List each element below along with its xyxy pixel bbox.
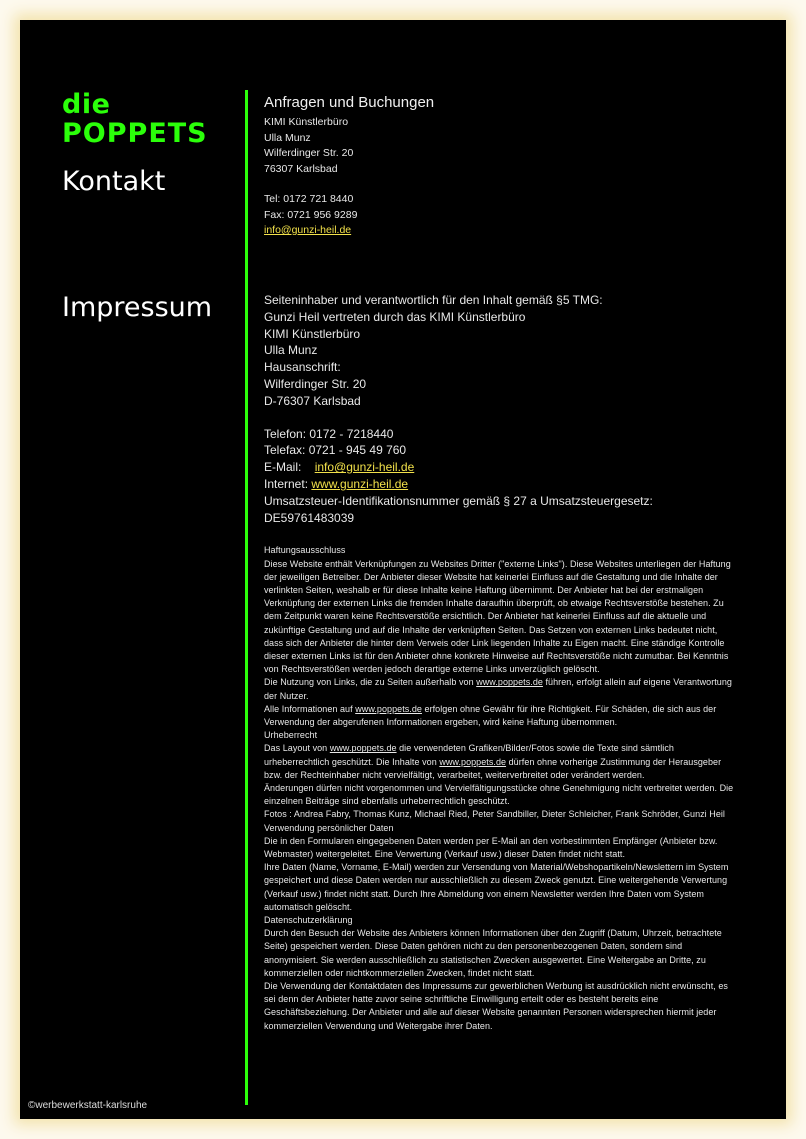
kontakt-line: Wilferdinger Str. 20 [264,147,354,159]
urheber-paragraph [264,742,734,782]
kontakt-fax: Fax: 0721 956 9289 [264,208,358,221]
kontakt-heading: Anfragen und Buchungen [264,94,435,111]
aenderungen-text: Änderungen dürfen nicht vorgenommen und Vervielfältigungsstücke ohne Genehmigung nicht verbreitet werden. Die einzelnen Beiträge sind ebenfalls urheberrechtlich geschützt. [264,783,734,807]
spacer [264,177,434,192]
kontakt-line: KIMI Künstlerbüro [264,116,349,128]
disclaimer-block [264,544,734,1033]
page-frame [20,20,786,1119]
haftung-text: Diese Website enthält Verknüpfungen zu Websites Dritter ("externe Links"). Diese Websites unterliegen der Haftung der jeweiligen Betreiber. Der Anbieter dieser Website hat keinerlei Einfluss auf die Gestaltung und die Inhalte der verlinkten Seiten, weshalb er für diese Inhalte keine Haftung übernimmt. Der Anbieter hat bei der erstmaligen Verknüpfung der externen Links die fremden Inhalte daraufhin überprüft, ob etwaige Rechtsverstöße bestehen. Zu dem Zeitpunkt waren keine Rechtsverstöße ersichtlich. Der Anbieter hat keinerlei Einfluss auf die aktuelle und zukünftige Gestaltung und auf die Inhalte der verknüpften Seiten. Das Setzen von externen Links bedeutet nicht, dass sich der Anbieter die hinter dem Verweis oder Link liegenden Inhalte zu Eigen macht. Eine ständige Kontrolle dieser externen Links ist für den Anbieter ohne konkrete Hinweise auf Rechtsverstöße nicht zumutbar. Bei Kenntnis von Rechtsverstößen werden jedoch derartige externe Links unverzüglich gelöscht. [264,558,731,675]
poppets-link[interactable]: www.poppets.de [476,677,543,688]
impressum-telefon: Telefon: 0172 - 7218440 [264,426,394,441]
impressum-telefax: Telefax: 0721 - 945 49 760 [264,443,407,458]
links-pre: Die Nutzung von Links, die zu Seiten außerhalb von [264,677,474,688]
footer-credit: ©werbewerkstatt-karlsruhe [28,1100,148,1111]
poppets-link[interactable]: www.poppets.de [439,756,507,767]
poppets-link[interactable]: www.poppets.de [355,703,422,714]
poppets-logo[interactable] [62,90,208,148]
impressum-line: D-76307 Karlsbad [264,393,361,408]
info-paragraph [264,703,734,729]
links-post: führen, erfolgt allein auf eigene Verantwortung der Nutzer. [264,677,732,701]
impressum-title: Impressum [62,292,213,323]
email-label: E-Mail: [264,460,302,475]
impressum-block [264,292,734,1033]
urheber-post: dürfen ohne vorherige Zustimmung der Herausgeber bzw. der Rechteinhaber nicht vervielfältigt, verarbeitet, weiterverbreitet oder verändert werden. [264,756,722,780]
impressum-internet-row [264,476,734,493]
logo-line-die: die [62,89,111,120]
impressum-line: Seiteninhaber und verantwortlich für den Inhalt gemäß §5 TMG: [264,293,603,307]
datenschutz-title: Datenschutzerklärung [264,915,353,926]
green-divider [245,90,248,1105]
urheber-title: Urheberrecht [264,730,318,741]
impressum-line: Ulla Munz [264,343,318,358]
kontakt-address [264,115,434,239]
poppets-link[interactable]: www.poppets.de [329,743,397,754]
impressum-line: Wilferdinger Str. 20 [264,376,367,391]
kontakt-line: Ulla Munz [264,131,311,144]
impressum-address [264,292,734,526]
kontakt-email-link[interactable]: info@gunzi-heil.de [264,224,352,236]
fotos-credits: Fotos : Andrea Fabry, Thomas Kunz, Michael Ried, Peter Sandbiller, Dieter Schleicher, Frank Schröder, Gunzi Heil [264,809,725,820]
kontakt-line: 76307 Karlsbad [264,162,338,175]
impressum-line: KIMI Künstlerbüro [264,326,361,341]
haftung-title: Haftungsausschluss [264,545,346,556]
impressum-line: Hausanschrift: [264,360,341,375]
info-pre: Alle Informationen auf [264,703,353,714]
links-paragraph [264,676,734,702]
impressum-line: Gunzi Heil vertreten durch das KIMI Künstlerbüro [264,309,526,324]
ust-value: DE59761483039 [264,510,355,525]
kontakt-title: Kontakt [62,166,166,197]
kontakt-tel: Tel: 0172 721 8440 [264,193,354,205]
daten-title: Verwendung persönlicher Daten [264,822,394,833]
logo-line-poppets: POPPETS [62,118,208,149]
internet-label: Internet: [264,476,309,491]
ust-label: Umsatzsteuer-Identifikationsnummer gemäß § 27 a Umsatzsteuergesetz: [264,493,653,508]
kontakt-block [264,94,434,239]
urheber-mid: die verwendeten Grafiken/Bilder/Fotos sowie die Texte sind sämtlich urheberrechtlich geschützt. Die Inhalte von [264,743,674,767]
impressum-internet-link[interactable]: www.gunzi-heil.de [311,476,409,491]
datenschutz-text-2: Die Verwendung der Kontaktdaten des Impressums zur gewerblichen Werbung ist ausdrücklich nicht erwünscht, es sei denn der Anbieter hatte zuvor seine schriftliche Einwilligung erteilt oder es besteht bereits eine Geschäftsbeziehung. Der Anbieter und alle auf dieser Website genannten Personen widersprechen hiermit jeder kommerziellen Verwendung und Weitergabe ihrer Daten. [264,981,728,1031]
daten-text-1: Die in den Formularen eingegebenen Daten werden per E-Mail an den vorbestimmten Empfänger (Anbieter bzw. Webmaster) weitergeleitet. Eine Verwertung (Verkauf usw.) dieser Daten findet nicht statt. [264,835,718,860]
spacer [264,410,734,426]
urheber-pre: Das Layout von [264,743,328,754]
impressum-email-link[interactable]: info@gunzi-heil.de [314,460,415,475]
info-post: erfolgen ohne Gewähr für ihre Richtigkeit. Für Schäden, die sich aus der Verwendung der abgerufenen Informationen ergeben, wird keine Haftung übernommen. [264,703,717,727]
daten-text-2: Ihre Daten (Name, Vorname, E-Mail) werden zur Versendung von Material/Webshopartikeln/Newslettern im System gespeichert und diese Daten werden nur ausschließlich zu diesem Zweck genutzt. Eine weitergehende Verwertung (Verkauf usw.) findet nicht statt. Durch Ihre Abmeldung von einem Newsletter werden Ihre Daten vom System automatisch gelöscht. [264,862,729,912]
impressum-email-row [264,459,734,476]
datenschutz-text-1: Durch den Besuch der Website des Anbieters können Informationen über den Zugriff (Datum, Uhrzeit, betrachtete Seite) gespeichert werden. Diese Daten gehören nicht zu den personenbezogenen Daten, sondern sind anonymisiert. Sie werden ausschließlich zu statistischen Zwecken ausgewertet. Eine Weitergabe an Dritte, zu kommerziellen oder nichtkommerziellen Zwecken, findet nicht statt. [264,928,722,978]
